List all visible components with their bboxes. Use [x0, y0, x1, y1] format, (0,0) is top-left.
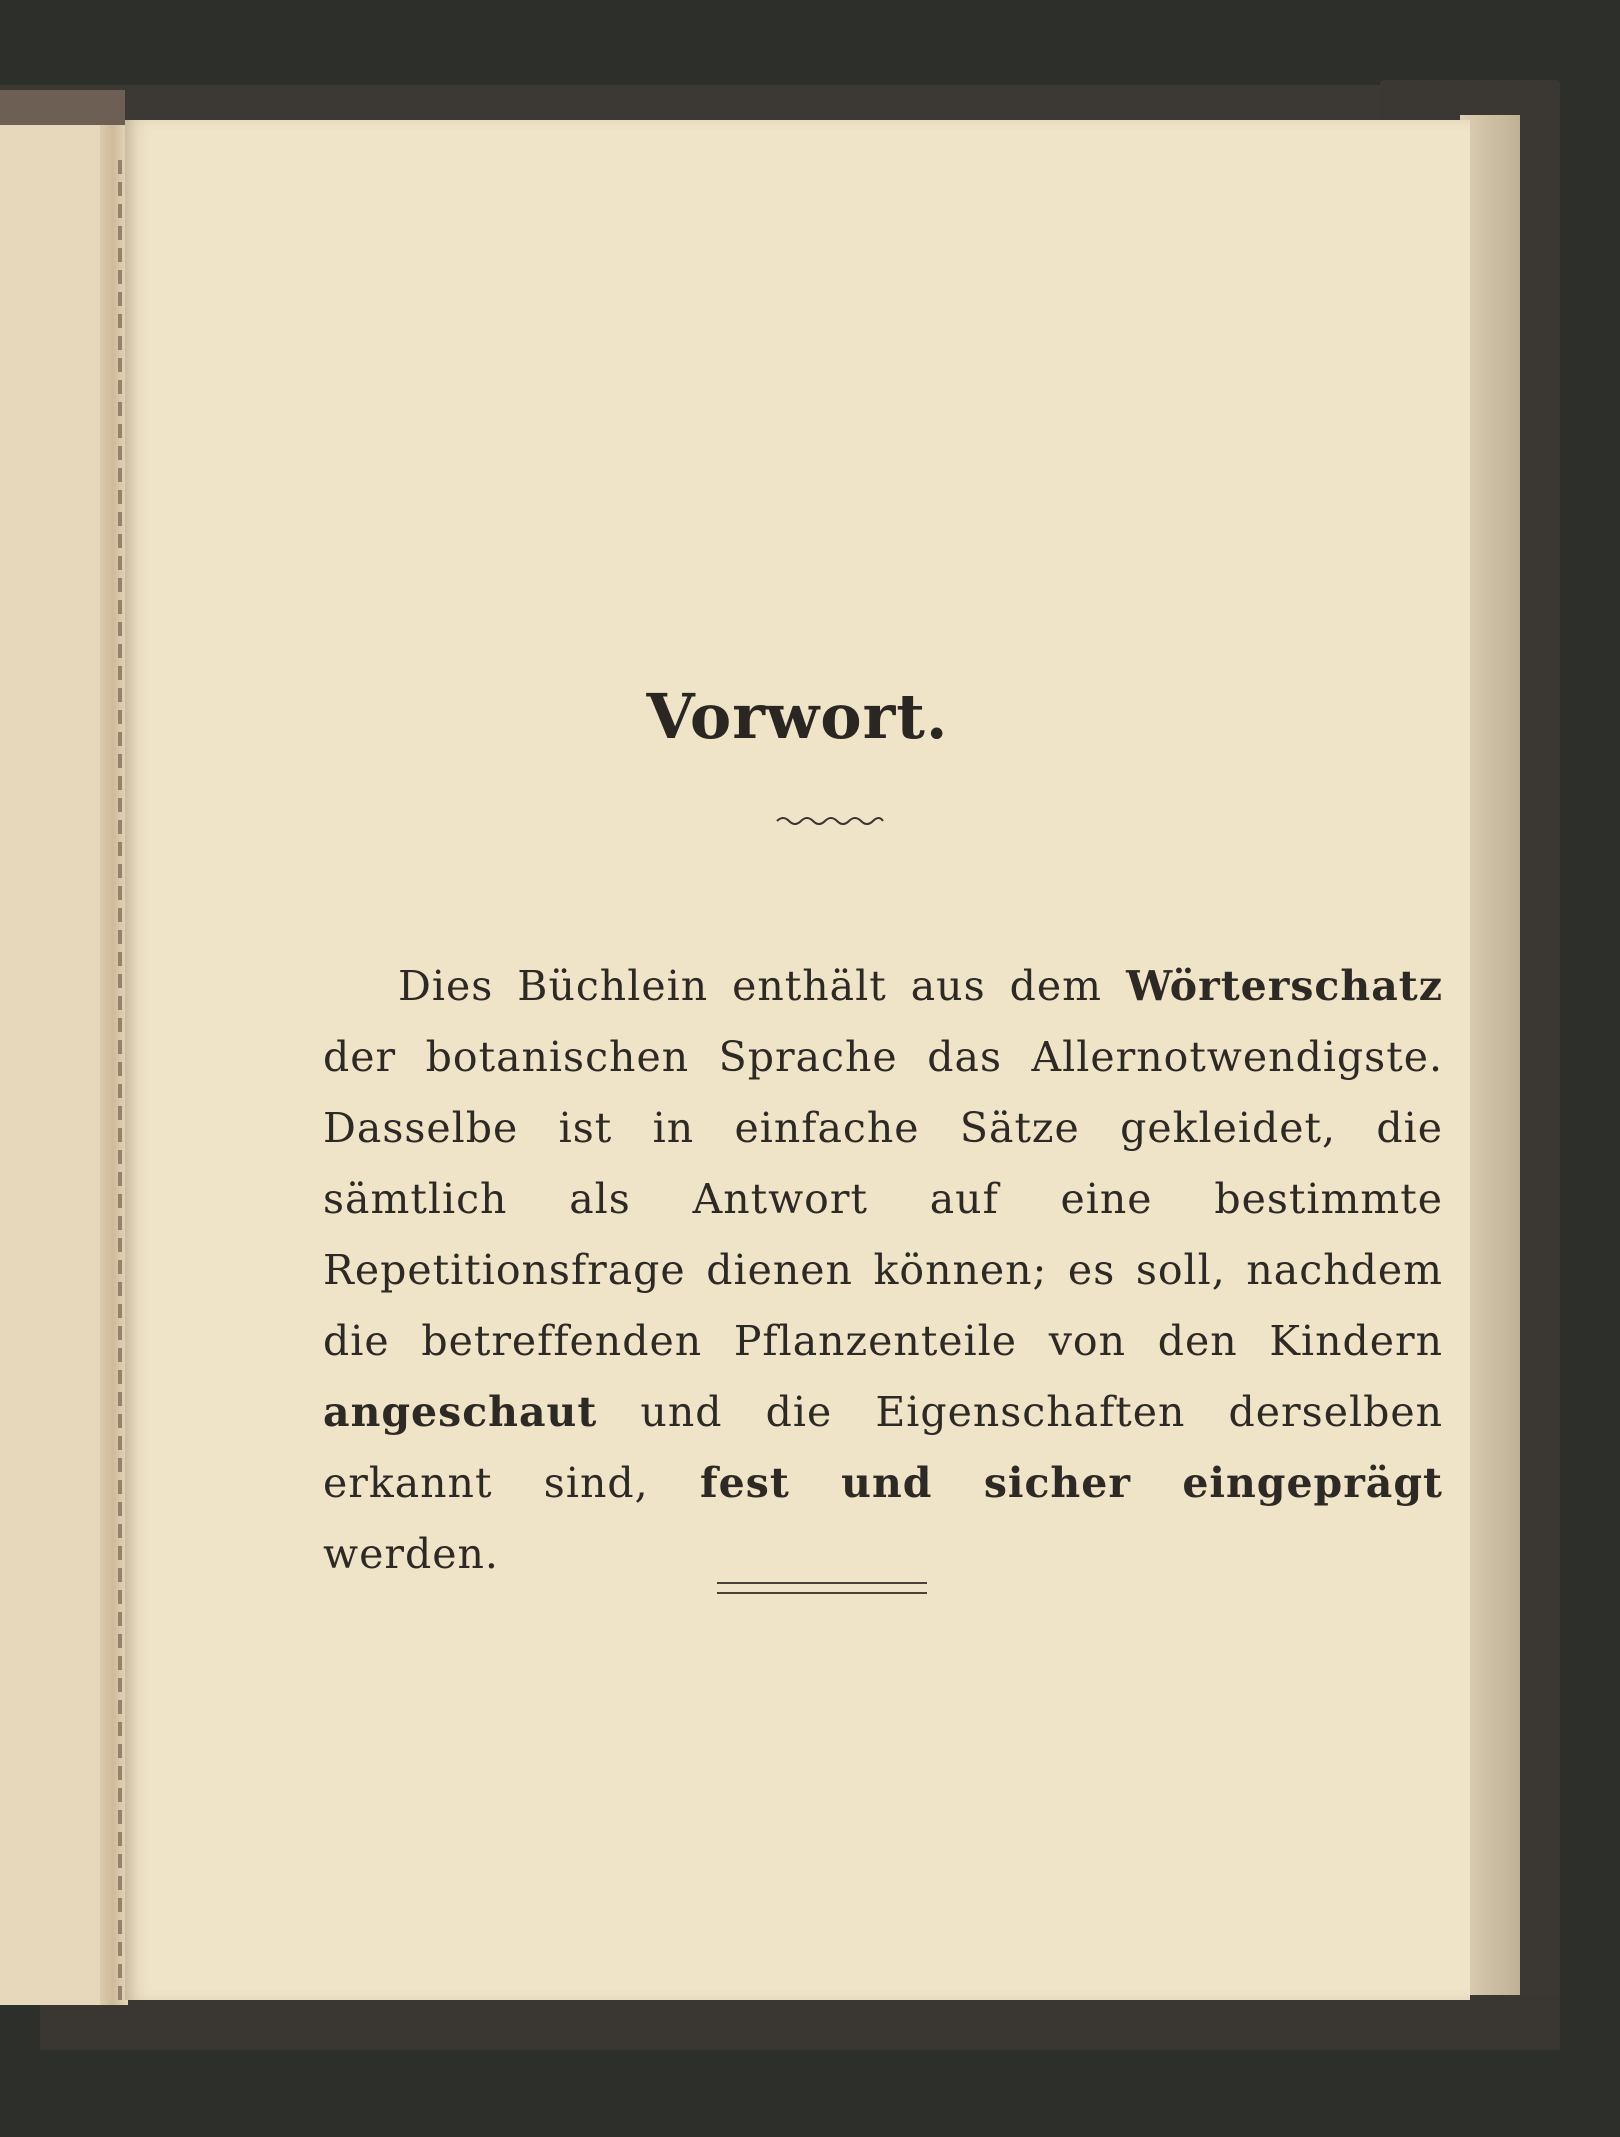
closing-double-rule: [717, 1582, 927, 1594]
right-page: [125, 120, 1470, 2000]
title-ornament: [775, 814, 885, 828]
emphasis-word: angeschaut: [323, 1388, 598, 1436]
page-title: Vorwort.: [646, 680, 949, 753]
preface-paragraph: [323, 951, 1443, 1590]
text-segment: und die Eigenschaften derselben erkannt sind,: [323, 1388, 1443, 1507]
emphasis-word: und: [841, 1459, 933, 1507]
text-segment: [932, 1459, 983, 1507]
page-gutter: [100, 125, 128, 2005]
emphasis-word: fest: [700, 1459, 790, 1507]
book-cover-bottom: [40, 1995, 1560, 2050]
text-segment: [1131, 1459, 1182, 1507]
binding-stitches: [118, 160, 122, 2000]
emphasis-word: eingeprägt: [1182, 1459, 1443, 1507]
text-segment: der botanischen Sprache das Allernotwendigste. Dasselbe ist in einfache Sätze gekleidet, die sämtlich als Antwort auf eine bestimmte Repetitionsfrage dienen können; es soll, nachdem die betreffenden Pflanzenteile von den Kindern: [323, 1033, 1443, 1365]
emphasis-word: Wörterschatz: [1126, 962, 1443, 1010]
emphasis-word: sicher: [983, 1459, 1131, 1507]
text-segment: Dies Büchlein enthält aus dem: [398, 962, 1127, 1010]
text-segment: werden.: [323, 1530, 499, 1578]
text-segment: [790, 1459, 841, 1507]
